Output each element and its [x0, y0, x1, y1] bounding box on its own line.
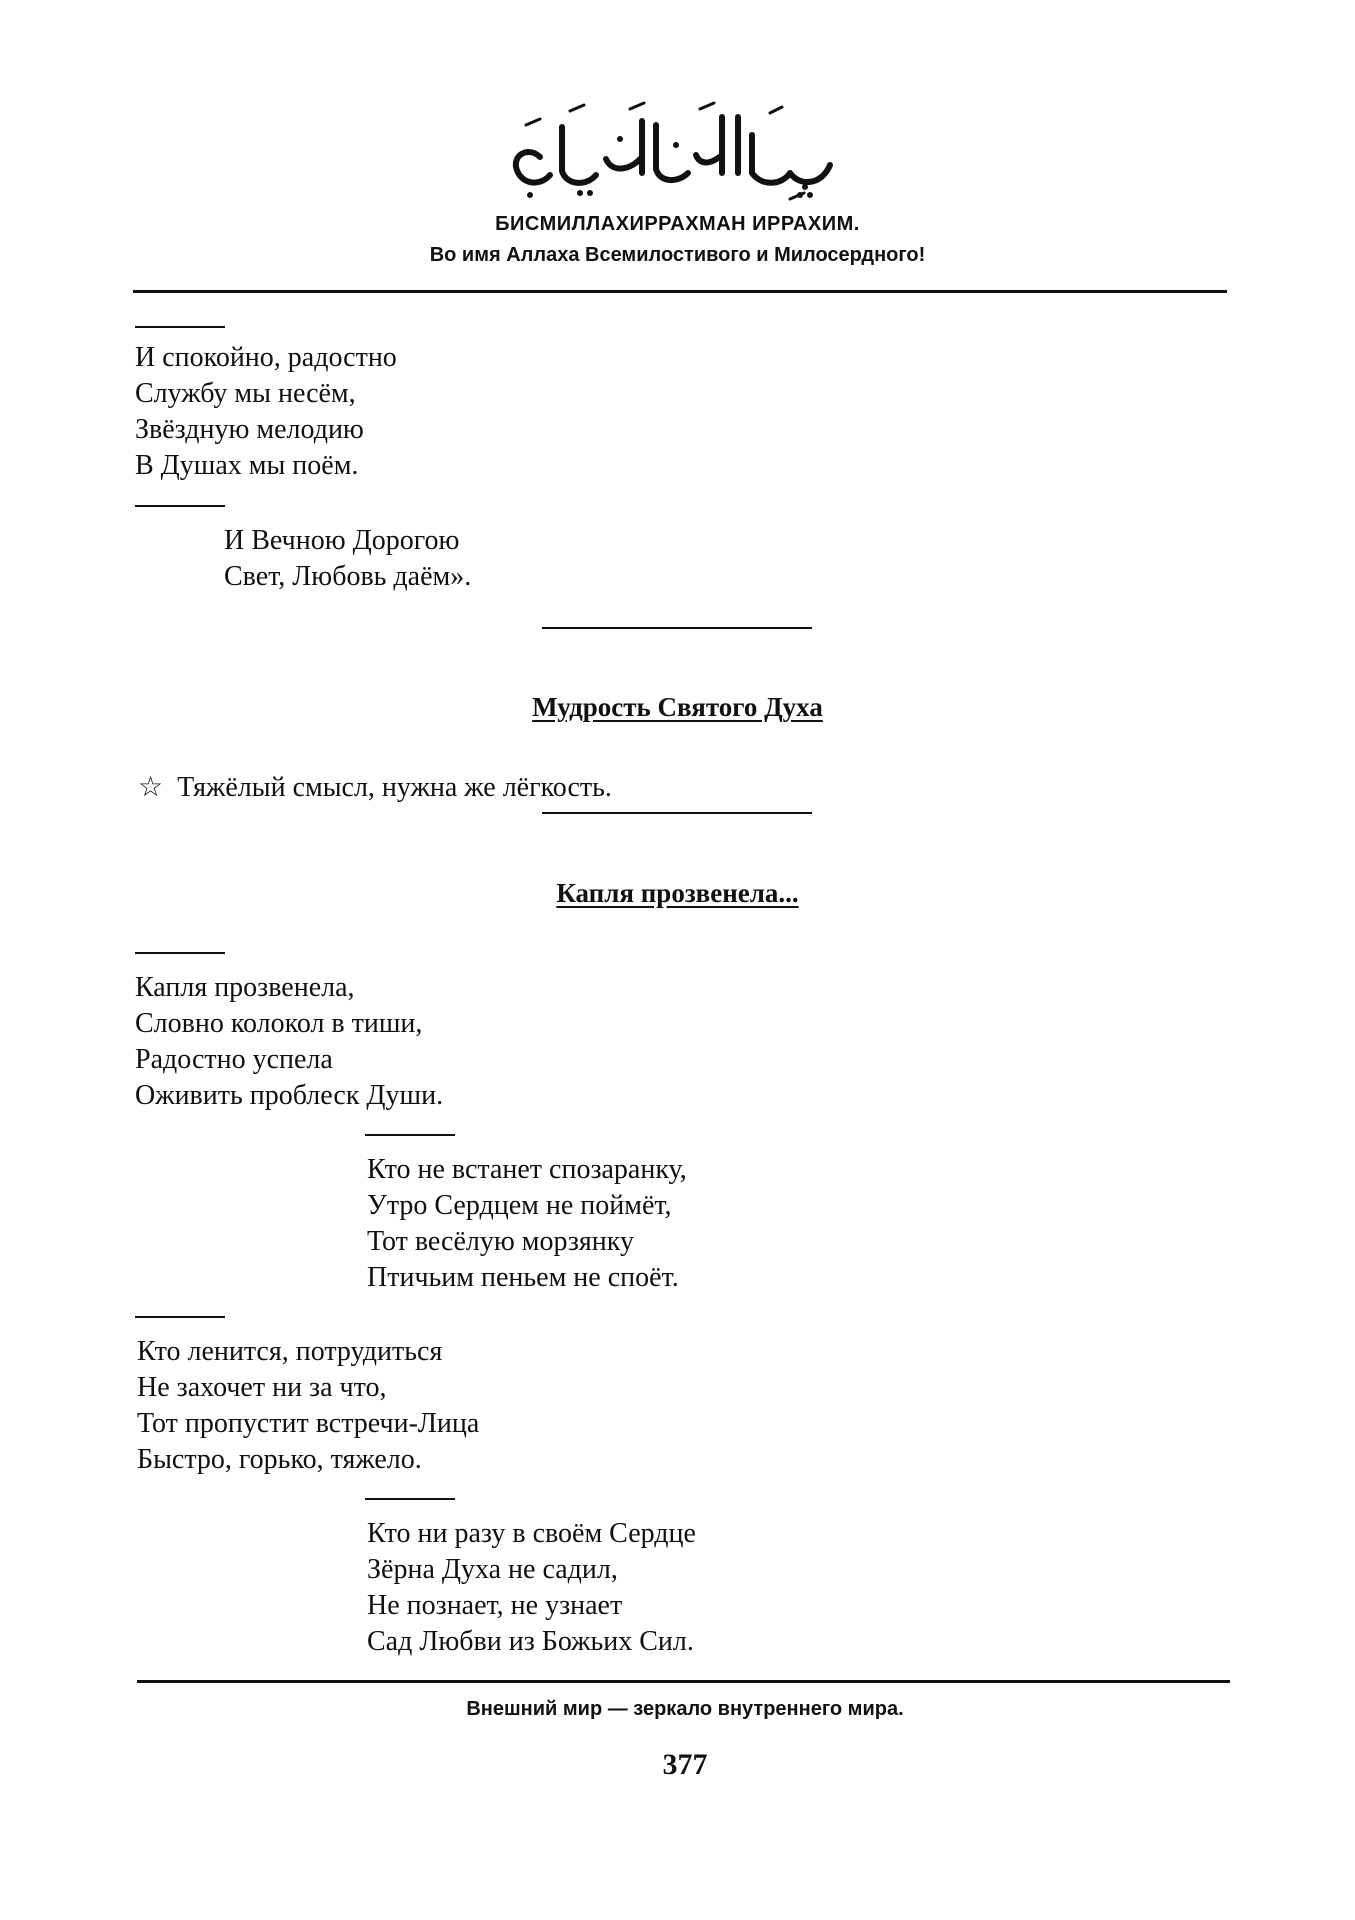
section-title-wisdom: Мудрость Святого Духа	[532, 692, 823, 722]
section-separator	[542, 812, 812, 814]
poem2-stanza-4	[367, 1516, 696, 1660]
verse-line: Капля прозвенела,	[135, 972, 355, 1003]
verse-line: И Вечною Дорогою	[224, 525, 460, 556]
section-title-drop: Капля прозвенела...	[556, 878, 799, 908]
verse-line: Свет, Любовь даём».	[224, 561, 472, 592]
poem1-stanza-1	[135, 340, 397, 484]
verse-line: Зёрна Духа не садил,	[367, 1554, 618, 1585]
page-number: 377	[662, 1748, 708, 1781]
poem1-stanza-2	[224, 523, 471, 595]
verse-line: Оживить проблеск Души.	[135, 1080, 444, 1111]
verse-line: Не познает, не узнает	[367, 1590, 623, 1621]
verse-line: Быстро, горько, тяжело.	[137, 1444, 422, 1475]
verse-line: Птичьим пеньем не споёт.	[367, 1262, 679, 1293]
verse-line: Не захочет ни за что,	[137, 1372, 387, 1403]
verse-line: Кто не встанет спозаранку,	[367, 1154, 687, 1185]
aphorism-text: Тяжёлый смысл, нужна же лёгкость.	[177, 772, 612, 803]
verse-line: Словно колокол в тиши,	[135, 1008, 423, 1039]
star-icon: ☆	[138, 772, 164, 803]
stanza-dash	[365, 1134, 455, 1136]
basmala-calligraphy	[500, 95, 850, 205]
verse-line: Утро Сердцем не поймёт,	[367, 1190, 672, 1221]
verse-line: Звёздную мелодию	[135, 414, 364, 445]
poem2-stanza-1	[135, 970, 443, 1114]
aphorism	[138, 770, 612, 804]
footer-rule	[137, 1680, 1230, 1683]
verse-line: Кто ни разу в своём Сердце	[367, 1518, 696, 1549]
footer-quote: Внешний мир — зеркало внутреннего мира.	[466, 1698, 904, 1720]
verse-line: Радостно успела	[135, 1044, 333, 1075]
section-separator	[542, 627, 812, 629]
header-transliteration: БИСМИЛЛАХИРРАХМАН ИРРАХИМ.	[495, 213, 860, 235]
stanza-dash	[135, 952, 225, 954]
header-rule	[133, 290, 1227, 293]
verse-line: Кто ленится, потрудиться	[137, 1336, 443, 1367]
verse-line: Тот пропустит встречи-Лица	[137, 1408, 480, 1439]
verse-line: Тот весёлую морзянку	[367, 1226, 634, 1257]
poem2-stanza-3	[137, 1334, 479, 1478]
stanza-dash	[135, 326, 225, 328]
verse-line: В Душах мы поём.	[135, 450, 359, 481]
verse-line: Сад Любви из Божьих Сил.	[367, 1626, 694, 1657]
verse-line: И спокойно, радостно	[135, 342, 397, 373]
header-translation: Во имя Аллаха Всемилостивого и Милосердного!	[429, 244, 926, 266]
stanza-dash	[135, 1316, 225, 1318]
stanza-dash	[135, 505, 225, 507]
stanza-dash	[365, 1498, 455, 1500]
poem2-stanza-2	[367, 1152, 687, 1296]
verse-line: Службу мы несём,	[135, 378, 356, 409]
